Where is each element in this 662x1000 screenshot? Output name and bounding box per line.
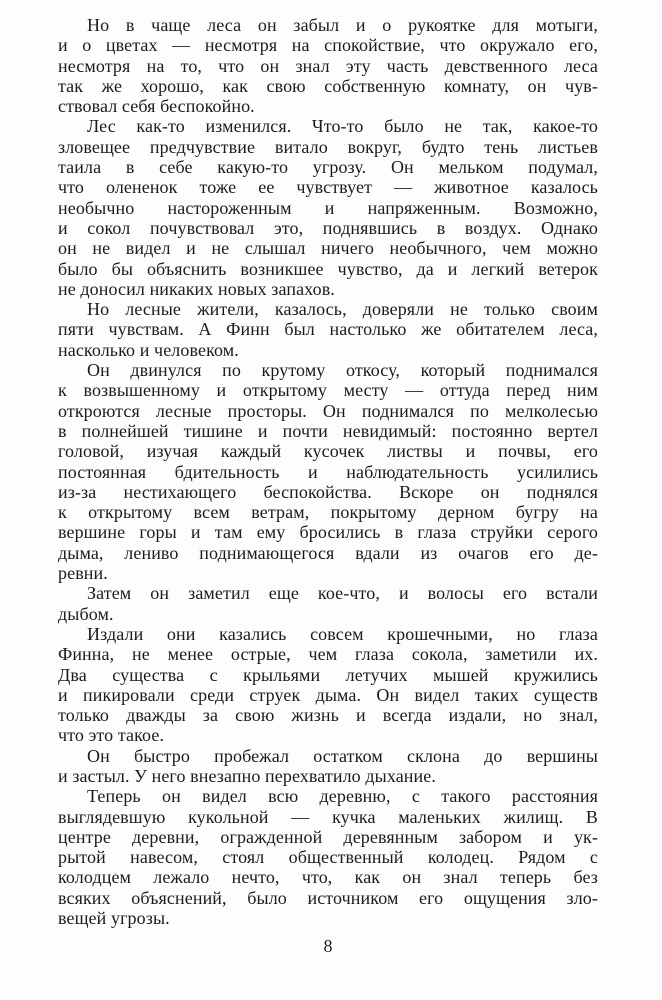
paragraph	[58, 360, 598, 583]
text-line: дыма, лениво поднимающегося вдали из очагов его де-	[58, 542, 598, 563]
text-line: вершине горы и там ему бросились в глаза струйки серого	[58, 522, 598, 543]
text-line: Но в чаще леса он забыл и о рукоятке для мотыги,	[87, 15, 598, 35]
text-line: Теперь он видел всю деревню, с такого расстояния	[87, 786, 598, 807]
text-line: к открытому всем ветрам, покрытому дерном бугру на	[58, 502, 598, 523]
text-line: что олененок тоже ее чувствует — животное казалось	[58, 177, 598, 198]
text-line: колодцем лежало нечто, что, как он знал теперь без	[58, 867, 598, 888]
text-line: не доносил никаких новых запахов.	[58, 278, 335, 299]
text-line: из-за нестихающего беспокойства. Вскоре он поднялся	[58, 481, 598, 502]
text-line: насколько и человеком.	[58, 339, 239, 360]
text-line: ревни.	[58, 563, 108, 584]
paragraph	[58, 15, 598, 116]
text-line: постоянная бдительность и наблюдательность усилились	[58, 461, 598, 482]
text-line: Финна, не менее острые, чем глаза сокола, заметили их.	[58, 644, 598, 665]
text-line: ствовал себя беспокойно.	[58, 96, 255, 117]
text-line: необычно настороженным и напряженным. Возможно,	[58, 197, 598, 218]
text-line: Издали они казались совсем крошечными, но глаза	[87, 623, 598, 644]
text-line: всяких объяснений, было источником его ощущения зло-	[58, 887, 598, 908]
text-line: центре деревни, огражденной деревянным забором и ук-	[58, 826, 598, 847]
text-line: рытой навесом, стоял общественный колодец. Рядом с	[58, 847, 598, 868]
text-line: он не видел и не слышал ничего необычного, чем можно	[58, 238, 598, 259]
text-line: Он двинулся по крутому откосу, который поднимался	[87, 360, 598, 381]
text-line: вещей угрозы.	[58, 908, 170, 929]
text-line: что это такое.	[58, 725, 165, 746]
text-line: и пикировали среди струек дыма. Он видел таких существ	[58, 684, 598, 705]
text-column	[58, 15, 598, 928]
text-line: выглядевшую кукольной — кучка маленьких жилищ. В	[58, 806, 598, 827]
paragraph	[58, 746, 598, 787]
text-line: Два существа с крыльями летучих мышей кружились	[58, 664, 598, 685]
text-line: и застыл. У него внезапно перехватило дыхание.	[58, 765, 436, 786]
text-line: откроются лесные просторы. Он поднимался по мелколесью	[58, 400, 598, 421]
text-line: дыбом.	[58, 603, 114, 624]
text-line: головой, изучая каждый кусочек листвы и почвы, его	[58, 441, 598, 462]
text-line: Затем он заметил еще кое-что, и волосы его встали	[87, 583, 598, 604]
text-line: и о цветах — несмотря на спокойствие, что окружало его,	[58, 35, 598, 56]
paragraph	[58, 583, 598, 624]
text-line: было бы объяснить возникшее чувство, да и легкий ветерок	[58, 258, 598, 279]
text-line: в полнейшей тишине и почти невидимый: постоянно вертел	[58, 420, 598, 441]
page-number: 8	[323, 936, 333, 956]
text-line: только дважды за свою жизнь и всегда издали, но знал,	[58, 705, 598, 726]
text-line: несмотря на то, что он знал эту часть девственного леса	[58, 55, 598, 76]
paragraph	[58, 299, 598, 360]
text-line: Лес как-то изменился. Что-то было не так, какое-то	[87, 116, 598, 137]
text-line: так же хорошо, как свою собственную комнату, он чув-	[58, 75, 598, 96]
paragraph	[58, 786, 598, 928]
text-line: таила в себе какую-то угрозу. Он мельком подумал,	[58, 157, 598, 178]
text-line: зловещее предчувствие витало вокруг, будто тень листьев	[58, 136, 598, 157]
text-line: Он быстро пробежал остатком склона до вершины	[87, 745, 598, 766]
text-line: и сокол почувствовал это, поднявшись в воздух. Однако	[58, 217, 598, 238]
text-line: Но лесные жители, казалось, доверяли не только своим	[87, 299, 598, 320]
text-line: пяти чувствам. А Финн был настолько же обитателем леса,	[58, 319, 598, 340]
paragraph	[58, 624, 598, 746]
text-line: к возвышенному и открытому месту — оттуда перед ним	[58, 380, 598, 401]
paragraph	[58, 116, 598, 299]
